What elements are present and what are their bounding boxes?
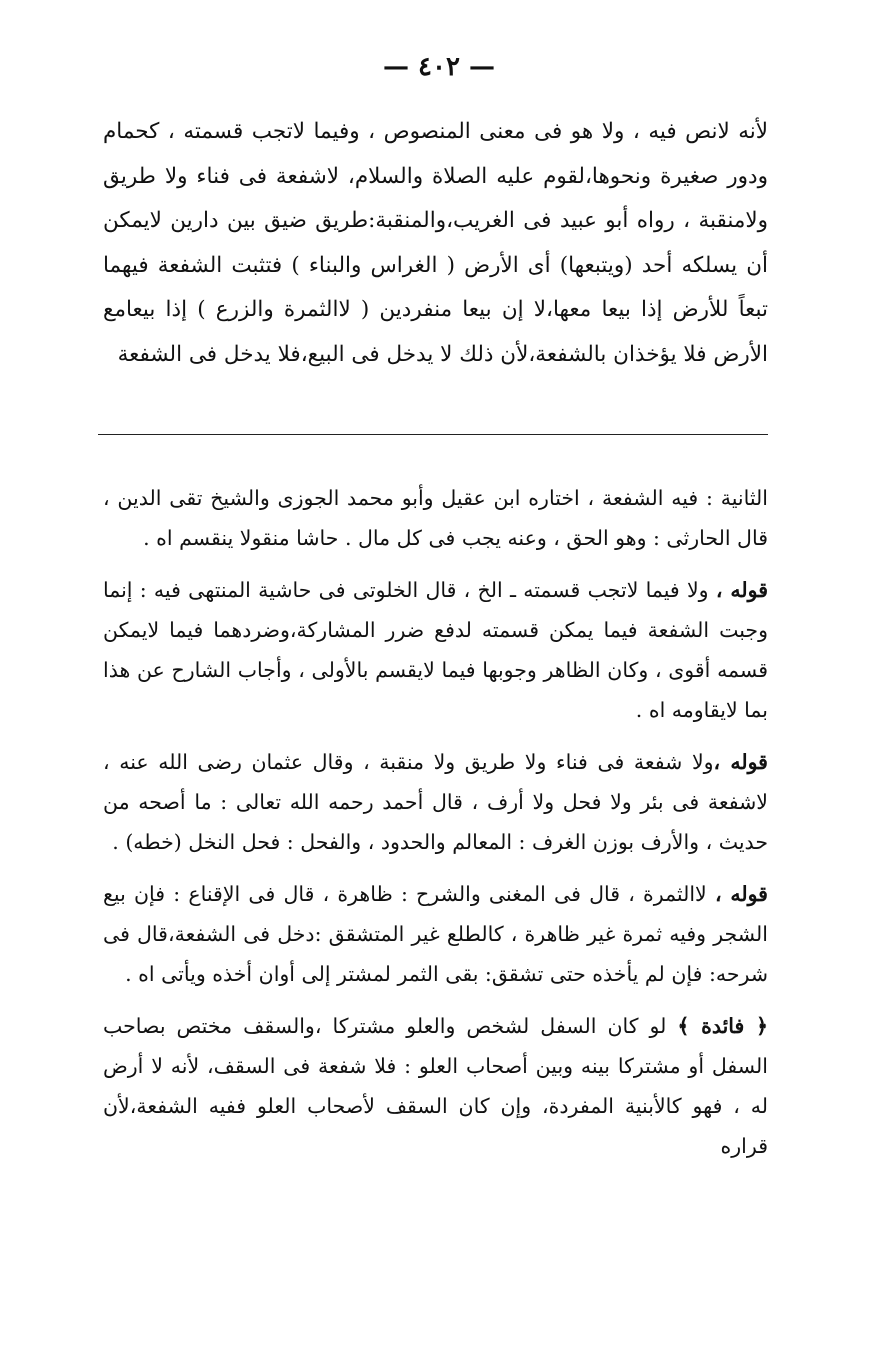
footnote-3 [103, 742, 768, 862]
footnote-2 [103, 570, 768, 730]
footnote-text: الثانية : فيه الشفعة ، اختاره ابن عقيل وأبو محمد الجوزى والشيخ تقى الدين ، قال الحارثى : وهو الحق ، وعنه يجب فى كل مال . حاشا منقولا ينقسم اه . [103, 486, 768, 550]
footnote-text: لاالثمرة ، قال فى المغنى والشرح : ظاهرة ، قال فى الإقناع : فإن بيع الشجر وفيه ثمرة غير ظاهرة ، كالطلع غير المتشقق :دخل فى الشفعة،قال فى شرحه: فإن لم يأخذه حتى تشقق: بقى الثمر لمشتر إلى أوان أخذه ويأتى اه . [103, 882, 768, 986]
page-number: — ٤٠٢ — [382, 52, 496, 82]
footnote-4 [103, 874, 768, 994]
footnote-text: ولا فيما لاتجب قسمته ـ الخ ، قال الخلوتى فى حاشية المنتهى فيه : إنما وجبت الشفعة فيما يمكن قسمته لدفع ضرر المشاركة،وضردهما فيما لايمكن قسمه أقوى ، وكان الظاهر وجوبها فيما لايقسم بالأولى ، وأجاب الشارح عن هذا بما لايقاومه اه . [103, 578, 768, 722]
footnote-5 [103, 1006, 768, 1166]
main-text: لأنه لانص فيه ، ولا هو فى معنى المنصوص ، وفيما لاتجب قسمته ، كحمام ودور صغيرة ونحوها،لقوم عليه الصلاة والسلام، لاشفعة فى فناء ولا طريق ولامنقبة ، رواه أبو عبيد فى الغريب،والمنقبة:طريق ضيق بين دارين لايمكن أن يسلكه أحد (ويتبعها) أى الأرض ( الغراس والبناء ) فتثبت الشفعة فيهما تبعاً للأرض إذا بيعا معها،لا إن بيعا منفردين ( لاالثمرة والزرع ) إذا بيعامع الأرض فلا يؤخذان بالشفعة،لأن ذلك لا يدخل فى البيع،فلا يدخل فى الشفعة [103, 119, 768, 367]
footnote-divider [98, 434, 768, 435]
footnote-1 [103, 478, 768, 558]
footnote-text: لو كان السفل لشخص والعلو مشتركا ،والسقف مختص بصاحب السفل أو مشتركا بينه وبين أصحاب العلو : فلا شفعة فى السقف، لأنه لا أرض له ، فهو كالأبنية المفردة، وإن كان السقف لأصحاب العلو ففيه الشفعة،لأن قراره [103, 1014, 768, 1158]
footnote-lead: ﴿ فائدة ﴾ [677, 1014, 768, 1038]
footnote-lead: قوله ، [715, 578, 768, 602]
footnote-lead: قوله ، [714, 882, 768, 906]
footnote-lead: قوله ، [713, 750, 768, 774]
footnote-text: ولا شفعة فى فناء ولا طريق ولا منقبة ، وقال عثمان رضى الله عنه ، لاشفعة فى بئر ولا فحل ولا أرف ، قال أحمد رحمه الله تعالى : ما أصحه من حديث ، والأرف بوزن الغرف : المعالم والحدود ، والفحل : فحل النخل (خطه) . [103, 750, 768, 854]
footnotes [103, 478, 768, 1178]
